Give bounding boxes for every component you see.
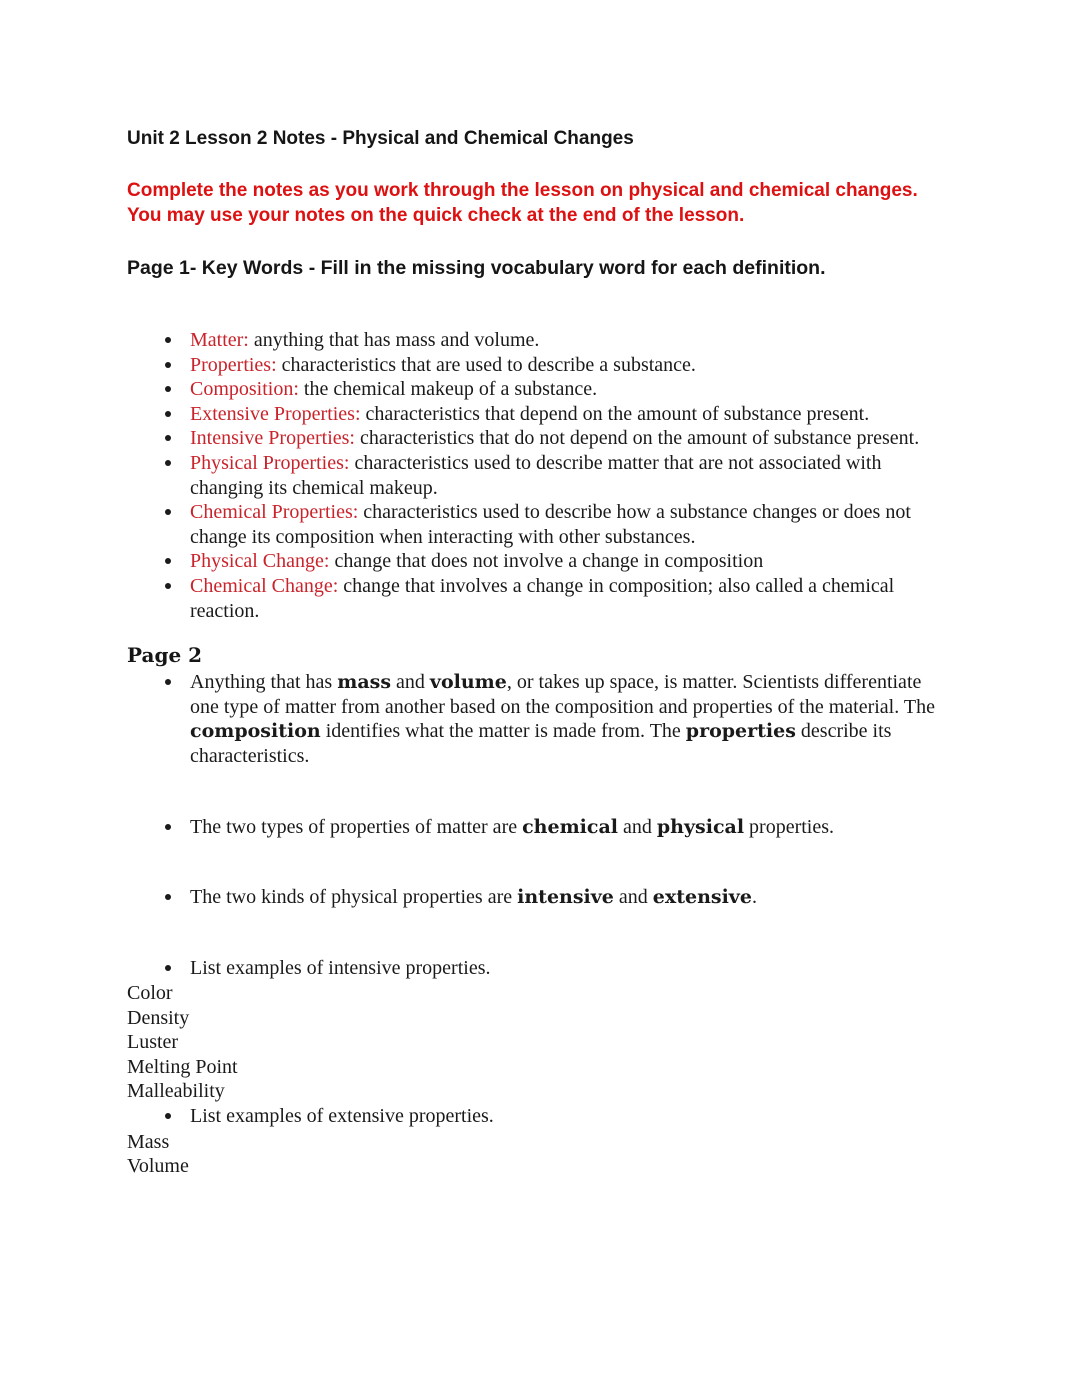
bold-term: properties [685, 720, 796, 743]
vocab-definition: characteristics that do not depend on the amount of substance present. [354, 427, 920, 450]
page2-note-extensive-prompt: List examples of extensive properties. [127, 1104, 950, 1129]
page2-note-physical-property-kinds [127, 885, 950, 910]
vocab-term: Chemical Change: [190, 574, 339, 597]
page2-section-heading: Page 2 [127, 643, 203, 668]
intensive-example: Luster [127, 1031, 179, 1054]
text-segment: properties. [744, 815, 835, 838]
text-segment: , or takes up space, is matter. Scientists differentiate one type of matter from another based on the composition and properties of the material. The [190, 671, 935, 718]
vocab-item-composition [127, 377, 950, 402]
vocab-definition: characteristics used to describe matter that are not associated with changing its chemical makeup. [190, 451, 882, 499]
vocab-item-properties [127, 353, 950, 378]
vocab-term: Physical Properties: [190, 451, 350, 474]
intensive-examples-list [127, 981, 960, 1103]
page2-notes-list-continued [127, 1104, 960, 1129]
vocab-list [127, 328, 960, 623]
vocab-term: Properties: [190, 353, 277, 376]
page2-note-property-types [127, 815, 950, 840]
bold-term: volume [429, 671, 507, 694]
vocab-definition: the chemical makeup of a substance. [298, 378, 598, 401]
intensive-example: Melting Point [127, 1055, 238, 1078]
bold-term: chemical [522, 815, 618, 838]
text-segment: describe its characteristics. [190, 720, 892, 767]
text-segment: and [613, 886, 653, 909]
text-segment: identifies what the matter is made from. The [320, 720, 686, 743]
intensive-example: Color [127, 982, 173, 1005]
vocab-definition: change that does not involve a change in composition [329, 550, 764, 573]
extensive-examples-list [127, 1130, 960, 1179]
intensive-example: Malleability [127, 1079, 225, 1102]
text-segment: . [751, 886, 757, 909]
vocab-item-physical-change [127, 549, 950, 574]
extensive-example: Mass [127, 1130, 170, 1153]
vocab-item-intensive-properties [127, 426, 950, 451]
vocab-definition: change that involves a change in composition; also called a chemical reaction. [190, 574, 895, 622]
bold-term: extensive [652, 886, 752, 909]
vocab-item-extensive-properties [127, 402, 950, 427]
text-segment: Anything that has [190, 671, 338, 694]
vocab-term: Physical Change: [190, 550, 330, 573]
page1-section-heading: Page 1- Key Words - Fill in the missing vocabulary word for each definition. [127, 257, 826, 279]
vocab-item-chemical-properties [127, 500, 950, 549]
vocab-term: Intensive Properties: [190, 427, 355, 450]
text-segment: and [391, 671, 430, 694]
text-segment: The two kinds of physical properties are [190, 886, 518, 909]
vocab-item-matter [127, 328, 950, 353]
bold-term: mass [337, 671, 392, 694]
vocab-item-physical-properties [127, 451, 950, 500]
text-segment: and [618, 815, 657, 838]
vocab-definition: anything that has mass and volume. [248, 329, 540, 351]
text-segment: The two types of properties of matter are [190, 815, 523, 838]
vocab-item-chemical-change [127, 574, 950, 623]
vocab-definition: characteristics that depend on the amount of substance present. [360, 402, 870, 425]
instructions-text: Complete the notes as you work through the lesson on physical and chemical changes. You may use your notes on the quick check at the end of the lesson. [127, 180, 918, 226]
bold-term: composition [190, 720, 321, 743]
vocab-term: Matter: [190, 329, 249, 351]
vocab-term: Extensive Properties: [190, 402, 361, 425]
bold-term: physical [656, 815, 745, 838]
page2-note-matter-definition [127, 670, 950, 768]
vocab-term: Chemical Properties: [190, 501, 359, 524]
vocab-definition: characteristics used to describe how a substance changes or does not change its composition when interacting with other substances. [190, 501, 911, 548]
page2-note-intensive-prompt: List examples of intensive properties. [127, 956, 950, 981]
vocab-definition: characteristics that are used to describe a substance. [276, 353, 696, 376]
page2-notes-list [127, 670, 960, 980]
document-title: Unit 2 Lesson 2 Notes - Physical and Chemical Changes [127, 128, 634, 149]
intensive-example: Density [127, 1006, 190, 1029]
extensive-example: Volume [127, 1155, 189, 1178]
bold-term: intensive [517, 886, 614, 909]
vocab-term: Composition: [190, 378, 299, 401]
